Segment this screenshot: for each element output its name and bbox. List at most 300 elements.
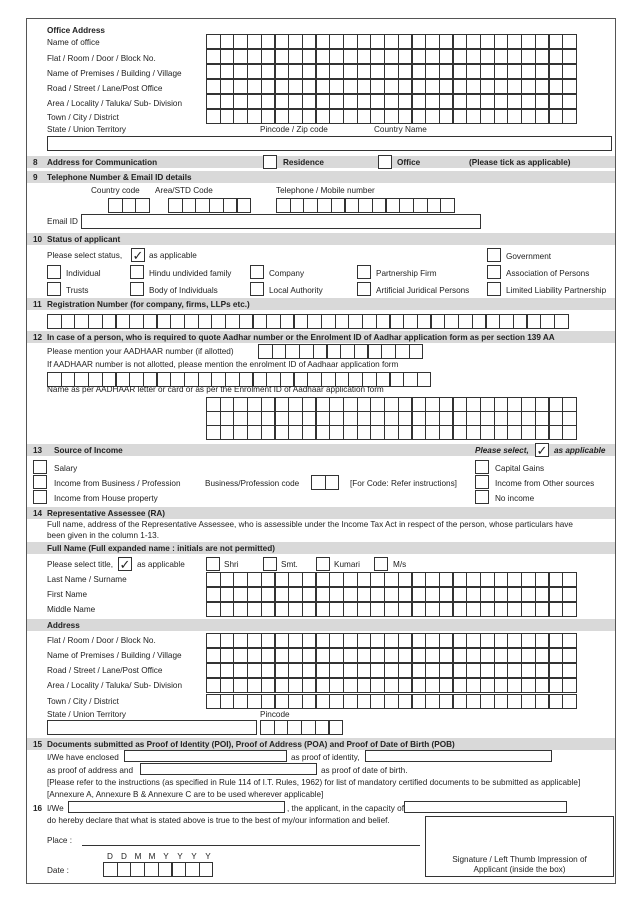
char-cell[interactable] [220, 633, 235, 648]
char-cell[interactable] [480, 602, 495, 617]
char-cell[interactable] [480, 694, 495, 709]
char-cell[interactable] [307, 314, 322, 329]
char-cell[interactable] [206, 572, 221, 587]
char-cell[interactable] [275, 425, 290, 440]
last-name-cells[interactable] [206, 572, 576, 587]
char-cell[interactable] [354, 344, 369, 359]
char-cell[interactable] [329, 678, 344, 693]
char-cell[interactable] [562, 397, 577, 412]
char-cell[interactable] [494, 663, 509, 678]
char-cell[interactable] [427, 198, 442, 213]
char-cell[interactable] [370, 694, 385, 709]
char-cell[interactable] [288, 648, 303, 663]
ra-state-field[interactable] [47, 720, 257, 735]
aop-checkbox[interactable] [487, 265, 501, 279]
char-cell[interactable] [384, 425, 399, 440]
char-cell[interactable] [549, 425, 564, 440]
char-cell[interactable] [302, 397, 317, 412]
char-cell[interactable] [247, 572, 262, 587]
char-cell[interactable] [494, 648, 509, 663]
char-cell[interactable] [425, 587, 440, 602]
char-cell[interactable] [549, 411, 564, 426]
ra-flat-cells[interactable] [206, 633, 576, 648]
char-cell[interactable] [261, 694, 276, 709]
char-cell[interactable] [275, 678, 290, 693]
char-cell[interactable] [301, 720, 316, 735]
char-cell[interactable] [466, 397, 481, 412]
char-cell[interactable] [494, 64, 509, 79]
char-cell[interactable] [198, 314, 213, 329]
char-cell[interactable] [327, 344, 342, 359]
char-cell[interactable] [494, 425, 509, 440]
char-cell[interactable] [425, 572, 440, 587]
char-cell[interactable] [521, 633, 536, 648]
char-cell[interactable] [425, 694, 440, 709]
char-cell[interactable] [521, 572, 536, 587]
char-cell[interactable] [562, 64, 577, 79]
char-cell[interactable] [316, 425, 331, 440]
char-cell[interactable] [288, 602, 303, 617]
char-cell[interactable] [412, 94, 427, 109]
char-cell[interactable] [275, 411, 290, 426]
local-authority-checkbox[interactable] [250, 282, 264, 296]
char-cell[interactable] [358, 198, 373, 213]
char-cell[interactable] [220, 694, 235, 709]
char-cell[interactable] [329, 694, 344, 709]
char-cell[interactable] [357, 633, 372, 648]
char-cell[interactable] [329, 602, 344, 617]
char-cell[interactable] [439, 663, 454, 678]
aadhaar-number-cells[interactable] [258, 344, 422, 359]
char-cell[interactable] [480, 109, 495, 124]
char-cell[interactable] [233, 34, 248, 49]
char-cell[interactable] [294, 314, 309, 329]
char-cell[interactable] [494, 49, 509, 64]
char-cell[interactable] [472, 314, 487, 329]
ra-premises-cells[interactable] [206, 648, 576, 663]
char-cell[interactable] [276, 198, 291, 213]
char-cell[interactable] [209, 198, 224, 213]
office-flat-cells[interactable] [206, 49, 576, 64]
char-cell[interactable] [158, 862, 173, 877]
char-cell[interactable] [549, 109, 564, 124]
char-cell[interactable] [480, 663, 495, 678]
aadhaar-name-cells-1[interactable] [206, 397, 576, 412]
char-cell[interactable] [130, 862, 145, 877]
individual-checkbox[interactable] [47, 265, 61, 279]
char-cell[interactable] [535, 633, 550, 648]
char-cell[interactable] [302, 694, 317, 709]
char-cell[interactable] [302, 425, 317, 440]
char-cell[interactable] [535, 49, 550, 64]
char-cell[interactable] [507, 587, 522, 602]
char-cell[interactable] [466, 49, 481, 64]
char-cell[interactable] [425, 633, 440, 648]
char-cell[interactable] [357, 678, 372, 693]
char-cell[interactable] [412, 663, 427, 678]
char-cell[interactable] [329, 633, 344, 648]
char-cell[interactable] [480, 633, 495, 648]
char-cell[interactable] [376, 314, 391, 329]
char-cell[interactable] [302, 49, 317, 64]
char-cell[interactable] [412, 64, 427, 79]
char-cell[interactable] [549, 633, 564, 648]
char-cell[interactable] [439, 587, 454, 602]
char-cell[interactable] [370, 411, 385, 426]
char-cell[interactable] [233, 49, 248, 64]
char-cell[interactable] [398, 94, 413, 109]
office-premises-cells[interactable] [206, 64, 576, 79]
char-cell[interactable] [288, 663, 303, 678]
char-cell[interactable] [521, 397, 536, 412]
char-cell[interactable] [275, 633, 290, 648]
char-cell[interactable] [357, 425, 372, 440]
char-cell[interactable] [331, 198, 346, 213]
char-cell[interactable] [466, 79, 481, 94]
char-cell[interactable] [102, 314, 117, 329]
char-cell[interactable] [220, 587, 235, 602]
char-cell[interactable] [275, 648, 290, 663]
char-cell[interactable] [370, 425, 385, 440]
char-cell[interactable] [384, 602, 399, 617]
char-cell[interactable] [343, 694, 358, 709]
char-cell[interactable] [480, 49, 495, 64]
char-cell[interactable] [384, 572, 399, 587]
huf-checkbox[interactable] [130, 265, 144, 279]
char-cell[interactable] [403, 314, 418, 329]
char-cell[interactable] [412, 49, 427, 64]
ra-area-cells[interactable] [206, 678, 576, 693]
char-cell[interactable] [398, 49, 413, 64]
char-cell[interactable] [122, 198, 137, 213]
char-cell[interactable] [425, 109, 440, 124]
char-cell[interactable] [466, 678, 481, 693]
char-cell[interactable] [343, 678, 358, 693]
char-cell[interactable] [357, 49, 372, 64]
house-property-checkbox[interactable] [33, 490, 47, 504]
char-cell[interactable] [247, 663, 262, 678]
char-cell[interactable] [275, 397, 290, 412]
char-cell[interactable] [562, 663, 577, 678]
char-cell[interactable] [466, 109, 481, 124]
char-cell[interactable] [357, 397, 372, 412]
char-cell[interactable] [233, 648, 248, 663]
char-cell[interactable] [535, 663, 550, 678]
char-cell[interactable] [266, 314, 281, 329]
char-cell[interactable] [535, 94, 550, 109]
char-cell[interactable] [513, 314, 528, 329]
char-cell[interactable] [302, 79, 317, 94]
char-cell[interactable] [247, 678, 262, 693]
char-cell[interactable] [439, 397, 454, 412]
char-cell[interactable] [247, 94, 262, 109]
char-cell[interactable] [233, 633, 248, 648]
char-cell[interactable] [439, 648, 454, 663]
char-cell[interactable] [233, 397, 248, 412]
char-cell[interactable] [220, 49, 235, 64]
char-cell[interactable] [288, 633, 303, 648]
char-cell[interactable] [47, 314, 62, 329]
char-cell[interactable] [247, 397, 262, 412]
char-cell[interactable] [390, 372, 405, 387]
char-cell[interactable] [357, 587, 372, 602]
char-cell[interactable] [316, 64, 331, 79]
char-cell[interactable] [370, 49, 385, 64]
char-cell[interactable] [453, 633, 468, 648]
char-cell[interactable] [311, 475, 326, 490]
char-cell[interactable] [253, 314, 268, 329]
char-cell[interactable] [480, 79, 495, 94]
char-cell[interactable] [288, 34, 303, 49]
char-cell[interactable] [329, 109, 344, 124]
office-state-field[interactable] [47, 136, 612, 151]
char-cell[interactable] [466, 34, 481, 49]
office-name-cells[interactable] [206, 34, 576, 49]
char-cell[interactable] [288, 694, 303, 709]
char-cell[interactable] [275, 663, 290, 678]
char-cell[interactable] [562, 109, 577, 124]
char-cell[interactable] [381, 344, 396, 359]
char-cell[interactable] [357, 34, 372, 49]
char-cell[interactable] [117, 862, 132, 877]
char-cell[interactable] [562, 678, 577, 693]
char-cell[interactable] [453, 587, 468, 602]
char-cell[interactable] [507, 64, 522, 79]
char-cell[interactable] [290, 198, 305, 213]
char-cell[interactable] [549, 94, 564, 109]
ra-pincode-cells[interactable] [260, 720, 342, 735]
residence-checkbox[interactable] [263, 155, 277, 169]
char-cell[interactable] [260, 720, 275, 735]
char-cell[interactable] [206, 694, 221, 709]
poa-document-field[interactable] [140, 763, 317, 775]
char-cell[interactable] [220, 663, 235, 678]
char-cell[interactable] [206, 64, 221, 79]
char-cell[interactable] [425, 425, 440, 440]
char-cell[interactable] [357, 694, 372, 709]
char-cell[interactable] [261, 587, 276, 602]
char-cell[interactable] [261, 94, 276, 109]
char-cell[interactable] [329, 34, 344, 49]
char-cell[interactable] [195, 198, 210, 213]
char-cell[interactable] [302, 648, 317, 663]
char-cell[interactable] [288, 425, 303, 440]
char-cell[interactable] [258, 344, 273, 359]
char-cell[interactable] [412, 397, 427, 412]
char-cell[interactable] [412, 109, 427, 124]
char-cell[interactable] [370, 678, 385, 693]
char-cell[interactable] [466, 425, 481, 440]
aadhaar-name-cells-3[interactable] [206, 425, 576, 440]
char-cell[interactable] [384, 64, 399, 79]
char-cell[interactable] [453, 648, 468, 663]
char-cell[interactable] [233, 94, 248, 109]
char-cell[interactable] [261, 425, 276, 440]
char-cell[interactable] [357, 602, 372, 617]
char-cell[interactable] [535, 79, 550, 94]
char-cell[interactable] [507, 572, 522, 587]
char-cell[interactable] [357, 64, 372, 79]
char-cell[interactable] [412, 694, 427, 709]
char-cell[interactable] [220, 94, 235, 109]
char-cell[interactable] [343, 663, 358, 678]
place-line[interactable] [82, 845, 420, 846]
char-cell[interactable] [357, 572, 372, 587]
char-cell[interactable] [206, 678, 221, 693]
char-cell[interactable] [562, 648, 577, 663]
char-cell[interactable] [480, 397, 495, 412]
char-cell[interactable] [412, 678, 427, 693]
char-cell[interactable] [494, 602, 509, 617]
char-cell[interactable] [494, 678, 509, 693]
char-cell[interactable] [233, 602, 248, 617]
char-cell[interactable] [233, 79, 248, 94]
char-cell[interactable] [247, 109, 262, 124]
char-cell[interactable] [403, 372, 418, 387]
char-cell[interactable] [315, 720, 330, 735]
char-cell[interactable] [412, 648, 427, 663]
char-cell[interactable] [370, 633, 385, 648]
char-cell[interactable] [316, 678, 331, 693]
char-cell[interactable] [494, 34, 509, 49]
office-town-cells[interactable] [206, 109, 576, 124]
char-cell[interactable] [74, 314, 89, 329]
char-cell[interactable] [199, 862, 214, 877]
char-cell[interactable] [343, 425, 358, 440]
char-cell[interactable] [507, 49, 522, 64]
char-cell[interactable] [412, 411, 427, 426]
char-cell[interactable] [157, 314, 172, 329]
char-cell[interactable] [220, 34, 235, 49]
char-cell[interactable] [316, 397, 331, 412]
char-cell[interactable] [247, 648, 262, 663]
char-cell[interactable] [384, 79, 399, 94]
char-cell[interactable] [384, 411, 399, 426]
char-cell[interactable] [329, 663, 344, 678]
char-cell[interactable] [480, 411, 495, 426]
office-road-cells[interactable] [206, 79, 576, 94]
char-cell[interactable] [549, 34, 564, 49]
char-cell[interactable] [225, 314, 240, 329]
applicant-name-field[interactable] [68, 801, 285, 813]
char-cell[interactable] [549, 64, 564, 79]
char-cell[interactable] [439, 94, 454, 109]
char-cell[interactable] [458, 314, 473, 329]
char-cell[interactable] [357, 663, 372, 678]
char-cell[interactable] [261, 602, 276, 617]
char-cell[interactable] [521, 109, 536, 124]
char-cell[interactable] [562, 602, 577, 617]
char-cell[interactable] [494, 572, 509, 587]
char-cell[interactable] [129, 314, 144, 329]
char-cell[interactable] [343, 397, 358, 412]
char-cell[interactable] [261, 397, 276, 412]
char-cell[interactable] [288, 587, 303, 602]
char-cell[interactable] [453, 34, 468, 49]
char-cell[interactable] [329, 572, 344, 587]
char-cell[interactable] [453, 694, 468, 709]
capital-gains-checkbox[interactable] [475, 460, 489, 474]
char-cell[interactable] [261, 109, 276, 124]
char-cell[interactable] [398, 411, 413, 426]
char-cell[interactable] [261, 678, 276, 693]
char-cell[interactable] [535, 425, 550, 440]
char-cell[interactable] [494, 694, 509, 709]
char-cell[interactable] [412, 587, 427, 602]
char-cell[interactable] [425, 648, 440, 663]
char-cell[interactable] [466, 602, 481, 617]
char-cell[interactable] [439, 49, 454, 64]
partnership-checkbox[interactable] [357, 265, 371, 279]
char-cell[interactable] [535, 411, 550, 426]
char-cell[interactable] [233, 109, 248, 124]
char-cell[interactable] [329, 587, 344, 602]
char-cell[interactable] [439, 109, 454, 124]
char-cell[interactable] [302, 411, 317, 426]
char-cell[interactable] [384, 94, 399, 109]
char-cell[interactable] [329, 720, 344, 735]
char-cell[interactable] [220, 648, 235, 663]
char-cell[interactable] [562, 49, 577, 64]
char-cell[interactable] [261, 34, 276, 49]
char-cell[interactable] [372, 198, 387, 213]
char-cell[interactable] [398, 648, 413, 663]
char-cell[interactable] [562, 34, 577, 49]
char-cell[interactable] [233, 678, 248, 693]
char-cell[interactable] [549, 49, 564, 64]
char-cell[interactable] [412, 572, 427, 587]
char-cell[interactable] [370, 109, 385, 124]
char-cell[interactable] [494, 411, 509, 426]
char-cell[interactable] [453, 572, 468, 587]
char-cell[interactable] [480, 64, 495, 79]
char-cell[interactable] [357, 648, 372, 663]
char-cell[interactable] [521, 94, 536, 109]
char-cell[interactable] [343, 109, 358, 124]
char-cell[interactable] [316, 587, 331, 602]
char-cell[interactable] [562, 425, 577, 440]
char-cell[interactable] [507, 411, 522, 426]
char-cell[interactable] [247, 34, 262, 49]
middle-name-cells[interactable] [206, 602, 576, 617]
char-cell[interactable] [370, 602, 385, 617]
char-cell[interactable] [316, 572, 331, 587]
char-cell[interactable] [521, 694, 536, 709]
char-cell[interactable] [170, 314, 185, 329]
char-cell[interactable] [233, 411, 248, 426]
char-cell[interactable] [206, 79, 221, 94]
char-cell[interactable] [384, 663, 399, 678]
char-cell[interactable] [233, 425, 248, 440]
char-cell[interactable] [507, 109, 522, 124]
char-cell[interactable] [343, 587, 358, 602]
char-cell[interactable] [288, 79, 303, 94]
char-cell[interactable] [398, 109, 413, 124]
char-cell[interactable] [521, 411, 536, 426]
char-cell[interactable] [329, 79, 344, 94]
poi-document-field[interactable] [124, 750, 287, 762]
char-cell[interactable] [480, 572, 495, 587]
char-cell[interactable] [425, 602, 440, 617]
char-cell[interactable] [247, 602, 262, 617]
char-cell[interactable] [329, 49, 344, 64]
char-cell[interactable] [280, 314, 295, 329]
char-cell[interactable] [108, 198, 123, 213]
char-cell[interactable] [535, 64, 550, 79]
char-cell[interactable] [348, 314, 363, 329]
char-cell[interactable] [223, 198, 238, 213]
char-cell[interactable] [275, 572, 290, 587]
